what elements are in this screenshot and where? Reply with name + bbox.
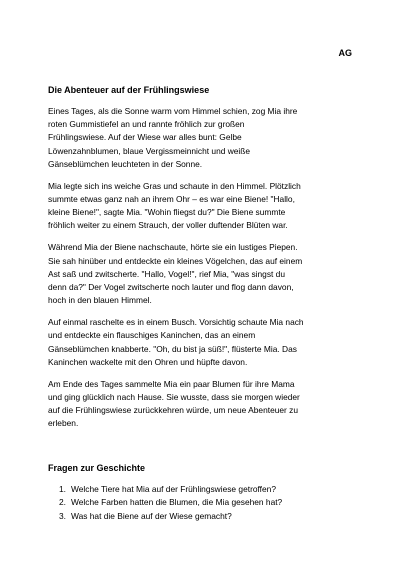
- question-item: [59, 510, 282, 523]
- story-line: Gänseblümchen knabberte. "Oh, du bist ja süß!", flüsterte Mia. Das: [48, 343, 297, 354]
- story-line: und ging glücklich nach Hause. Sie wusste, dass sie morgen wieder: [48, 392, 300, 403]
- question-item: [59, 496, 282, 509]
- question-item: [59, 483, 282, 496]
- story-line: kleine Biene!", sagte Mia. "Wohin fliegst du?" Die Biene summte: [48, 207, 286, 218]
- story-paragraph: [48, 180, 358, 233]
- story-line: summte etwas ganz nah an ihrem Ohr – es war eine Biene! "Hallo,: [48, 194, 295, 205]
- question-number: 3.: [59, 510, 66, 521]
- questions-title: Fragen zur Geschichte: [48, 463, 146, 473]
- story-line: auf die Frühlingswiese zurückkehren würde, um neue Abenteuer zu: [48, 405, 298, 416]
- question-number: 2.: [59, 497, 66, 508]
- story-title: Die Abenteuer auf der Frühlingswiese: [48, 85, 210, 95]
- story-line: denn da?" Der Vogel zwitscherte noch lauter und flog dann davon,: [48, 282, 294, 293]
- question-number: 1.: [59, 484, 66, 494]
- story-line: hoch in den blauen Himmel.: [48, 295, 152, 306]
- story-paragraph: [48, 105, 358, 171]
- story-line: Gänseblümchen leuchteten in der Sonne.: [48, 158, 203, 169]
- story-line: Frühlingswiese. Auf der Wiese war alles bunt: Gelbe: [48, 132, 242, 143]
- story-line: Auf einmal raschelte es in einem Busch. Vorsichtig schaute Mia nach: [48, 317, 304, 328]
- story-line: Löwenzahnblumen, blaue Vergissmeinnicht und weiße: [48, 145, 251, 156]
- question-text: Welche Tiere hat Mia auf der Frühlingswiese getroffen?: [71, 484, 276, 494]
- story-paragraph: [48, 378, 358, 431]
- questions-list: [59, 483, 282, 523]
- story-line: Am Ende des Tages sammelte Mia ein paar Blumen für ihre Mama: [48, 378, 295, 389]
- story-line: Ast saß und zwitscherte. "Hallo, Vogel!", rief Mia, "was singst du: [48, 268, 286, 279]
- header-badge: AG: [338, 48, 352, 58]
- story-line: roten Gummistiefel an und rannte fröhlich zur großen: [48, 119, 245, 130]
- story-body: [48, 105, 358, 439]
- story-line: Während Mia der Biene nachschaute, hörte sie ein lustiges Piepen.: [48, 242, 298, 253]
- story-line: fröhlich weiter zu einem Strauch, der voller duftender Blüten war.: [48, 220, 288, 231]
- story-paragraph: [48, 316, 358, 369]
- question-text: Was hat die Biene auf der Wiese gemacht?: [71, 510, 232, 521]
- story-line: und entdeckte ein flauschiges Kaninchen, das an einem: [48, 330, 256, 341]
- story-line: Eines Tages, als die Sonne warm vom Himmel schien, zog Mia ihre: [48, 106, 298, 116]
- story-line: erleben.: [48, 418, 79, 429]
- story-line: Sie sah hinüber und entdeckte ein kleines Vögelchen, das auf einem: [48, 255, 303, 266]
- question-text: Welche Farben hatten die Blumen, die Mia gesehen hat?: [71, 497, 283, 508]
- story-paragraph: [48, 241, 358, 307]
- story-line: Kaninchen wackelte mit den Ohren und hüpfte davon.: [48, 356, 248, 367]
- story-line: Mia legte sich ins weiche Gras und schaute in den Himmel. Plötzlich: [48, 180, 301, 191]
